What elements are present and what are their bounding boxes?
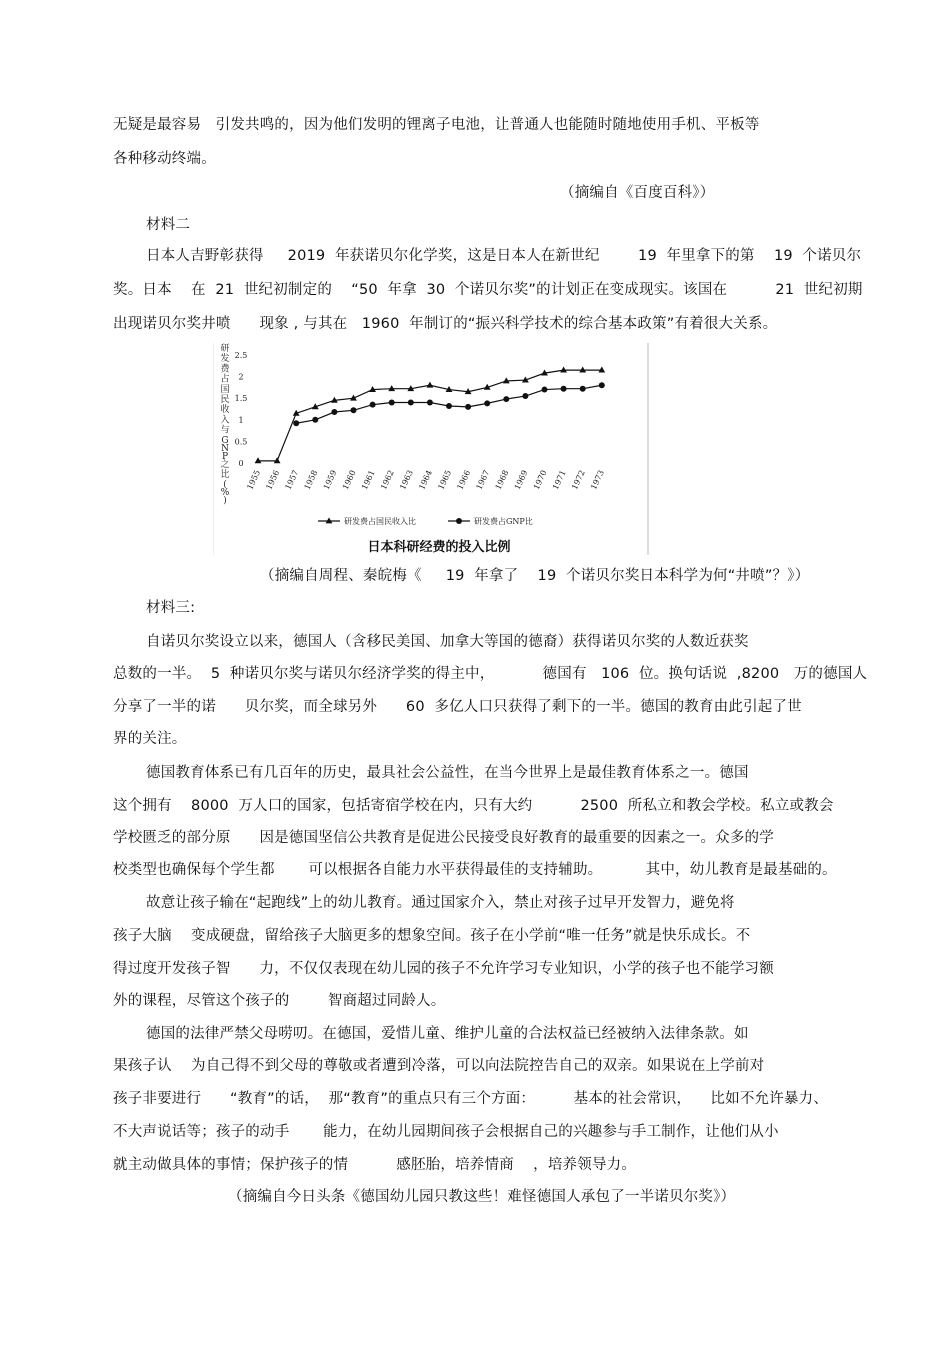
y-tick-label: 0.5 <box>234 437 248 447</box>
series-2-point <box>522 393 528 399</box>
article-line-17: 外的课程，尽管这个孩子的 智商超过同龄人。 <box>113 993 446 1009</box>
x-tick-label: 1960 <box>340 468 358 492</box>
x-tick-label: 1964 <box>417 468 435 492</box>
article-line-19: 果孩子认 为自己得不到父母的尊敬或者遭到冷落，可以向法院控告自己的双亲。如果说在上学前对 <box>113 1058 765 1074</box>
x-tick-label: 1970 <box>531 468 549 492</box>
article-line-14: 故意让孩子输在“起跑线”上的幼儿教育。通过国家介入，禁止对孩子过早开发智力，避免将 <box>146 895 735 911</box>
article-line-21: 不大声说话等；孩子的动手 能力，在幼儿园期间孩子会根据自己的兴趣参与手工制作，让他们从小 <box>113 1124 779 1140</box>
y-axis-label-char: 费 <box>220 364 230 375</box>
x-tick-label: 1966 <box>455 468 473 492</box>
legend-marker <box>456 518 462 524</box>
y-axis-label-char: G <box>221 435 229 446</box>
article-line-6: 自诺贝尔奖设立以来，德国人（含移民美国、加拿大等国的德裔）获得诺贝尔奖的人数近获奖 <box>146 634 749 650</box>
series-1-point <box>598 367 605 373</box>
legend-label: 研发费占国民收入比 <box>344 517 416 526</box>
y-axis-label-char: 与 <box>220 425 230 436</box>
y-axis-label-char: 占 <box>220 374 230 385</box>
article-line-2: 各种移动终端。 <box>113 151 216 167</box>
article-line-22: 就主动做具体的事情；保护孩子的情 感胚胎，培养情商 ，培养领导力。 <box>113 1157 637 1173</box>
series-2-point <box>331 409 337 415</box>
series-2-point <box>561 386 567 392</box>
source-note-3: （摘编自今日头条《德国幼儿园只教这些！难怪德国人承包了一半诺贝尔奖》） <box>228 1189 736 1205</box>
section-heading-3: 材料三: <box>146 600 196 616</box>
section-heading-2: 材料二 <box>146 217 191 233</box>
y-tick-label: 0 <box>238 459 244 468</box>
series-1-point <box>274 457 281 463</box>
article-line-3: 日本人吉野彰获得 2019 年获诺贝尔化学奖，这是日本人在新世纪 19 年里拿下的第 19 个诺贝尔 <box>146 248 862 264</box>
series-2-point <box>446 403 452 409</box>
article-line-8: 分享了一半的诺 贝尔奖，而全球另外 60 多亿人口只获得了剩下的一半。德国的教育由此引起了世 <box>113 699 802 715</box>
article-line-18: 德国的法律严禁父母唠叨。在德国，爱惜儿童、维护儿童的合法权益已经被纳入法律条款。如 <box>146 1026 749 1042</box>
x-tick-label: 1959 <box>321 468 339 492</box>
x-tick-label: 1971 <box>550 468 568 492</box>
y-axis-label-char: N <box>221 443 229 454</box>
series-2-point <box>312 417 318 423</box>
chart-title: 日本科研经费的投入比例 <box>367 540 511 555</box>
series-2-point <box>427 400 433 406</box>
y-axis-label-char: ) <box>223 496 227 507</box>
x-tick-label: 1956 <box>264 468 282 492</box>
chart-figure <box>213 343 650 555</box>
source-note-2: （摘编自周程、秦皖梅《 19 年拿了 19 个诺贝尔奖日本科学为何“井喷”？》） <box>260 568 810 584</box>
legend-label: 研发费占GNP比 <box>474 517 533 526</box>
series-2-point <box>465 404 471 410</box>
article-line-15: 孩子大脑 变成硬盘，留给孩子大脑更多的想象空间。孩子在小学前“唯一任务”就是快乐成长。不 <box>113 928 751 944</box>
y-axis-label-char: % <box>220 488 230 499</box>
series-2-point <box>370 402 376 408</box>
x-tick-label: 1957 <box>283 468 301 492</box>
x-tick-label: 1965 <box>436 468 454 492</box>
chart-plot-area <box>220 343 605 526</box>
y-axis-label-char: 比 <box>220 470 230 480</box>
y-tick-label: 2.5 <box>234 351 248 360</box>
series-2-point <box>351 407 357 413</box>
y-axis-label-char: 发 <box>220 354 230 365</box>
series-2-point <box>580 386 586 392</box>
series-2-point <box>542 387 548 393</box>
series-2-point <box>389 400 395 406</box>
x-tick-label: 1961 <box>359 468 377 492</box>
series-1-point <box>560 367 567 373</box>
y-tick-label: 1 <box>238 415 244 425</box>
series-2-point <box>293 420 299 426</box>
x-tick-label: 1955 <box>245 468 263 492</box>
series-1-point <box>255 457 262 463</box>
article-line-9: 界的关注。 <box>113 731 187 747</box>
y-tick-label: 2 <box>238 372 244 382</box>
x-tick-label: 1973 <box>589 468 606 492</box>
series-2-point <box>408 400 414 406</box>
y-axis-label-char: 民 <box>220 395 230 405</box>
x-tick-label: 1967 <box>474 468 492 492</box>
series-2-point <box>599 382 605 388</box>
article-line-1: 无疑是最容易 引发共鸣的，因为他们发明的锂离子电池，让普通人也能随时随地使用手机、平板等 <box>113 117 760 133</box>
y-axis-label-char: P <box>221 451 229 462</box>
series-2-point <box>503 396 509 402</box>
series-2-point <box>484 400 490 406</box>
x-tick-label: 1962 <box>379 468 396 492</box>
x-tick-label: 1968 <box>493 468 511 492</box>
source-note-1: （摘编自《百度百科》） <box>560 185 715 201</box>
x-tick-label: 1963 <box>398 468 415 492</box>
article-line-13: 校类型也确保每个学生都 可以根据各自能力水平获得最佳的支持辅助。 其中，幼儿教育是最基础的。 <box>113 862 837 878</box>
series-1-point <box>579 367 586 373</box>
y-axis-label-char: 研 <box>220 344 230 354</box>
y-axis-label-char: 收 <box>220 405 230 416</box>
article-line-10: 德国教育体系已有几百年的历史，最具社会公益性，在当今世界上是最佳教育体系之一。德国 <box>146 765 749 781</box>
article-line-11: 这个拥有 8000 万人口的国家，包括寄宿学校在内，只有大约 2500 所私立和教会学校。私立或教会 <box>113 798 834 814</box>
article-line-16: 得过度开发孩子智 力，不仅仅表现在幼儿园的孩子不允许学习专业知识，小学的孩子也不能学习额 <box>113 961 774 977</box>
y-axis-label-char: 入 <box>220 415 230 426</box>
x-tick-label: 1969 <box>512 468 530 492</box>
x-tick-label: 1972 <box>570 468 587 492</box>
chart-svg <box>213 343 650 555</box>
article-line-12: 学校匮乏的部分原 因是德国坚信公共教育是促进公民接受良好教育的最重要的因素之一。众多的学 <box>113 830 774 846</box>
article-line-7: 总数的一半。 5 种诺贝尔奖与诺贝尔经济学奖的得主中， 德国有 106 位。换句话说 ,8200 万的德国人 <box>113 666 868 682</box>
article-line-20: 孩子非要进行 “教育”的话， 那“教育”的重点只有三个方面： 基本的社会常识， 比如不允许暴力、 <box>113 1091 829 1107</box>
article-line-5: 出现诺贝尔奖井喷 现象 , 与其在 1960 年制订的“振兴科学技术的综合基本政策”有着很大关系。 <box>113 316 778 332</box>
y-axis-label-char: ( <box>223 480 227 491</box>
x-tick-label: 1958 <box>302 468 320 492</box>
article-line-4: 奖。日本 在 21 世纪初制定的 “50 年拿 30 个诺贝尔奖”的计划正在变成现实。该国在 21 世纪初期 <box>113 282 863 298</box>
series-1-point <box>427 382 434 388</box>
y-axis-label-char: 国 <box>220 384 230 395</box>
y-tick-label: 1.5 <box>234 394 248 404</box>
y-axis-label-char: 之 <box>220 459 230 470</box>
